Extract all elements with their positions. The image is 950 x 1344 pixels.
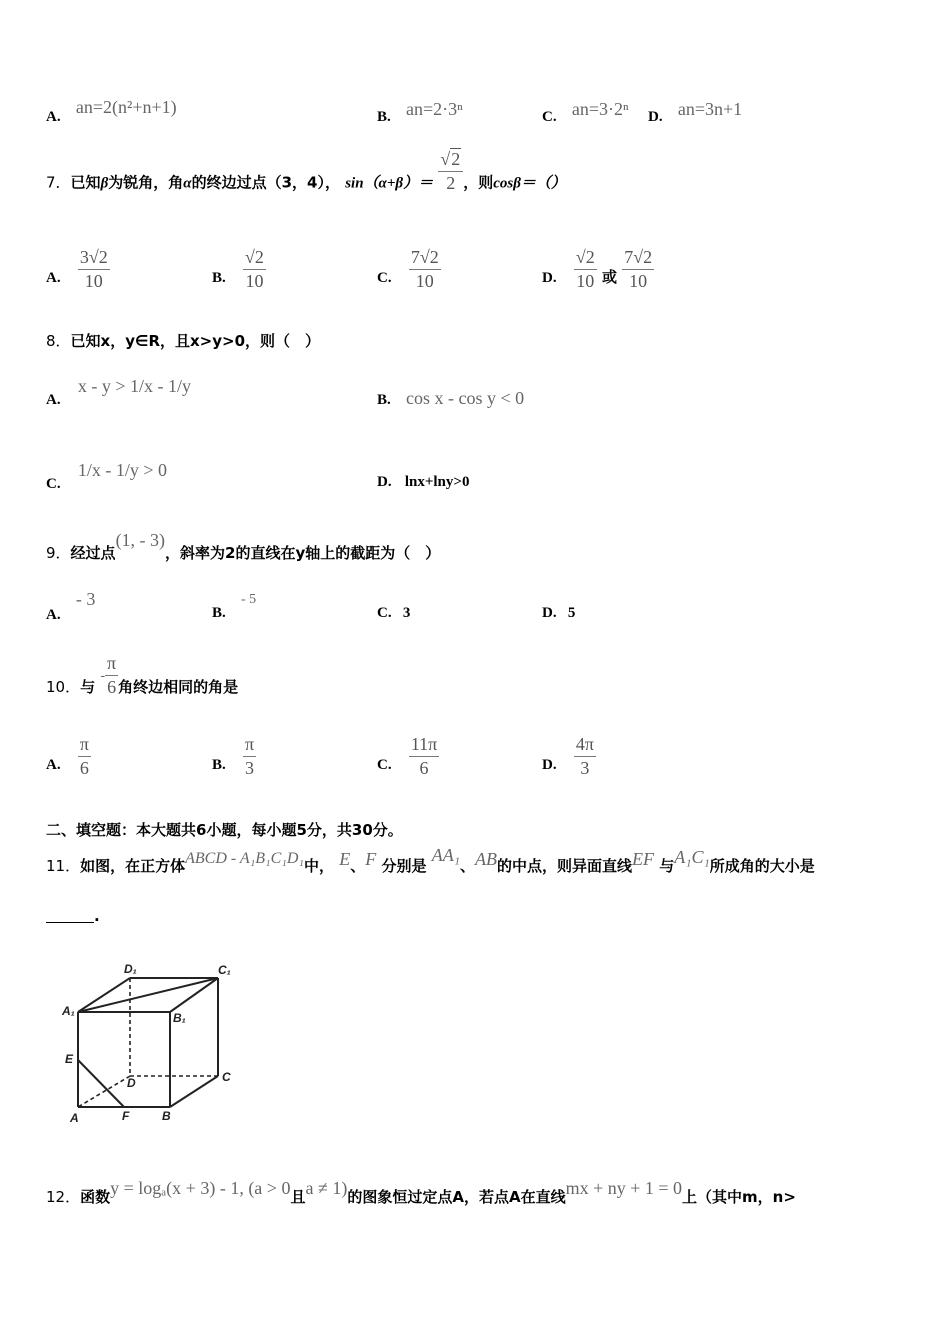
option-label: B. <box>212 756 226 773</box>
q9-option-d <box>542 603 575 622</box>
label-c: C <box>222 1070 231 1084</box>
option-label: D. <box>542 756 557 773</box>
option-fraction <box>78 733 91 779</box>
cube-diagram <box>60 960 250 1130</box>
option-value: 3 <box>402 605 411 621</box>
fraction-denominator: 3 <box>580 758 590 778</box>
label-c1: C₁ <box>218 963 231 977</box>
segment-aa1: AA₁ <box>431 845 460 865</box>
fraction-denominator: 6 <box>419 758 429 778</box>
q9-option-c <box>377 603 410 622</box>
q7-option-b <box>212 246 266 292</box>
line-a1c1: A₁C₁ <box>674 847 710 867</box>
option-fraction <box>574 733 596 779</box>
section-heading: 二、填空题：本大题共6小题，每小题5分，共30分。 <box>46 821 403 839</box>
q6-option-b <box>377 99 463 126</box>
q11-text: 的中点，则异面直线 <box>496 857 632 875</box>
period: . <box>94 907 100 925</box>
option-fraction <box>409 246 441 292</box>
question-number: 11． <box>46 857 81 875</box>
sqrt2-over-2: $\frac{√2}{2}$ <box>438 148 463 194</box>
option-expr: cos x - cos y < 0 <box>406 388 525 408</box>
label-b1: B₁ <box>173 1011 186 1025</box>
question-number: 8． <box>46 332 71 350</box>
label-b: B <box>162 1109 171 1123</box>
q9-option-b <box>212 592 257 622</box>
option-label: D. <box>648 109 663 125</box>
option-label: C. <box>46 476 61 492</box>
option-expr: an=2·3ⁿ <box>406 99 463 119</box>
answer-blank-line <box>46 907 100 925</box>
option-label: A. <box>46 109 61 125</box>
q6-option-a <box>46 97 177 126</box>
q8-stem <box>46 330 320 351</box>
fraction-numerator: √2 <box>574 246 597 270</box>
option-label: D. <box>377 474 392 490</box>
fraction-numerator: 7√2 <box>409 246 441 270</box>
option-fraction <box>243 246 266 292</box>
beta-symbol: β <box>100 175 109 192</box>
q12-text: 函数 <box>80 1188 111 1206</box>
q7-option-c <box>377 246 441 292</box>
q8-option-d <box>377 472 469 491</box>
option-value: - 5 <box>241 592 257 607</box>
option-label: A. <box>46 269 61 286</box>
point-e: E <box>339 849 351 869</box>
option-expr: x - y > 1/x - 1/y <box>77 376 191 396</box>
sin-expression: sin（α+β）＝ <box>345 175 434 192</box>
q10-option-c <box>377 733 439 779</box>
option-fraction <box>574 246 597 292</box>
separator: 、 <box>350 857 366 875</box>
option-fraction <box>243 733 256 779</box>
q7-text: ，则 <box>463 173 494 192</box>
fraction-numerator: 4π <box>574 733 596 757</box>
q8-option-b <box>377 388 524 409</box>
question-number: 10． <box>46 677 81 696</box>
q9-text: ，斜率为2的直线在y轴上的截距为（ ） <box>165 544 441 562</box>
label-a1: A₁ <box>62 1004 75 1018</box>
option-expr: lnx+lny>0 <box>404 474 470 490</box>
option-label: B. <box>212 269 226 286</box>
q11-text: 所成角的大小是 <box>709 857 815 875</box>
option-label: C. <box>377 756 392 773</box>
fraction-numerator: 11π <box>409 733 439 757</box>
q12-text: 的图象恒过定点A，若点A在直线 <box>347 1188 566 1206</box>
q11-text: 与 <box>659 857 675 875</box>
question-number: 9． <box>46 544 71 562</box>
q7-text: 的终边过点（3，4）， <box>191 173 340 192</box>
q10-text: 与 <box>80 677 96 696</box>
q12-text: 上（其中m，n> <box>682 1188 796 1206</box>
option-label: A. <box>46 756 61 773</box>
option-label: C. <box>542 109 557 125</box>
option-value: 5 <box>567 605 576 621</box>
q8-option-c <box>46 446 167 492</box>
q9-text: 经过点 <box>70 544 116 562</box>
option-label: B. <box>377 109 391 125</box>
option-value: - 3 <box>75 589 96 609</box>
fraction-denominator: 10 <box>576 271 595 291</box>
option-expr: an=3·2ⁿ <box>571 99 629 119</box>
q8-option-a <box>46 364 191 408</box>
option-fraction <box>622 246 654 292</box>
option-fraction <box>78 246 110 292</box>
q11-text: 中， <box>303 857 334 875</box>
option-label: C. <box>377 605 392 621</box>
option-label: D. <box>542 269 557 286</box>
condition-expr: a ≠ 1) <box>305 1178 348 1198</box>
q12-stem <box>46 1178 796 1207</box>
q12-text: 且 <box>290 1188 306 1206</box>
option-label: B. <box>212 605 226 621</box>
cos-expression: cosβ＝（） <box>493 175 566 192</box>
q7-text: 为锐角，角 <box>108 173 184 192</box>
label-a: A <box>70 1111 79 1125</box>
segment-ab: AB <box>474 849 497 869</box>
option-label: C. <box>377 269 392 286</box>
q10-option-b <box>212 733 256 779</box>
fraction-denominator: 10 <box>245 271 264 291</box>
q9-stem <box>46 530 441 563</box>
q7-stem <box>46 149 566 206</box>
q11-text: 分别是 <box>381 857 427 875</box>
q10-text: 角终边相同的角是 <box>118 677 239 696</box>
line-expr: mx + ny + 1 = 0 <box>565 1178 683 1198</box>
or-text: 或 <box>601 267 617 286</box>
q9-option-a <box>46 589 96 624</box>
label-d1: D₁ <box>124 962 137 976</box>
alpha-symbol: α <box>183 175 192 192</box>
fraction-numerator: 7√2 <box>622 246 654 270</box>
fraction-denominator: 6 <box>107 677 117 697</box>
minus-sign: - <box>100 668 106 684</box>
line-ef: EF <box>631 849 654 869</box>
q10-option-a <box>46 733 91 779</box>
angle-fraction <box>105 652 118 698</box>
q7-option-d <box>542 246 654 292</box>
label-e: E <box>65 1052 74 1066</box>
option-expr: an=2(n²+n+1) <box>75 97 177 117</box>
q7-option-a <box>46 246 110 292</box>
option-label: A. <box>46 607 61 623</box>
q6-option-c <box>542 99 629 126</box>
question-number: 7． <box>46 173 71 192</box>
q8-text: 已知x，y∈R，且x>y>0，则（ ） <box>70 332 321 350</box>
fraction-numerator: 3√2 <box>78 246 110 270</box>
fraction-denominator: 10 <box>415 271 434 291</box>
label-d: D <box>127 1076 136 1090</box>
q6-option-d <box>648 99 743 126</box>
option-fraction <box>409 733 439 779</box>
fraction-denominator: 3 <box>245 758 255 778</box>
option-expr: an=3n+1 <box>677 99 743 119</box>
point-coordinates: (1, - 3) <box>115 530 166 550</box>
option-label: A. <box>46 392 61 408</box>
function-expr: y = logₐ(x + 3) - 1, (a > 0 <box>110 1178 291 1198</box>
point-f: F <box>365 849 377 869</box>
fraction-numerator: π <box>243 733 256 757</box>
question-number: 12． <box>46 1188 81 1206</box>
q10-option-d <box>542 733 596 779</box>
answer-blank <box>46 908 94 923</box>
separator: 、 <box>459 857 475 875</box>
q11-stem <box>46 845 815 876</box>
fraction-denominator: 6 <box>79 758 89 778</box>
cube-name: ABCD - A₁B₁C₁D₁ <box>185 850 304 867</box>
cube-figure <box>60 960 250 1130</box>
option-label: B. <box>377 392 391 408</box>
fraction-numerator: π <box>105 652 118 676</box>
q11-text: 如图，在正方体 <box>80 857 186 875</box>
label-f: F <box>122 1109 130 1123</box>
fraction-numerator: π <box>78 733 91 757</box>
fraction-denominator: 10 <box>84 271 103 291</box>
fraction-denominator: 10 <box>629 271 648 291</box>
option-expr: 1/x - 1/y > 0 <box>77 460 167 480</box>
q10-stem <box>46 652 238 698</box>
q7-text: 已知 <box>70 173 101 192</box>
option-label: D. <box>542 605 557 621</box>
fraction-numerator: √2 <box>243 246 266 270</box>
